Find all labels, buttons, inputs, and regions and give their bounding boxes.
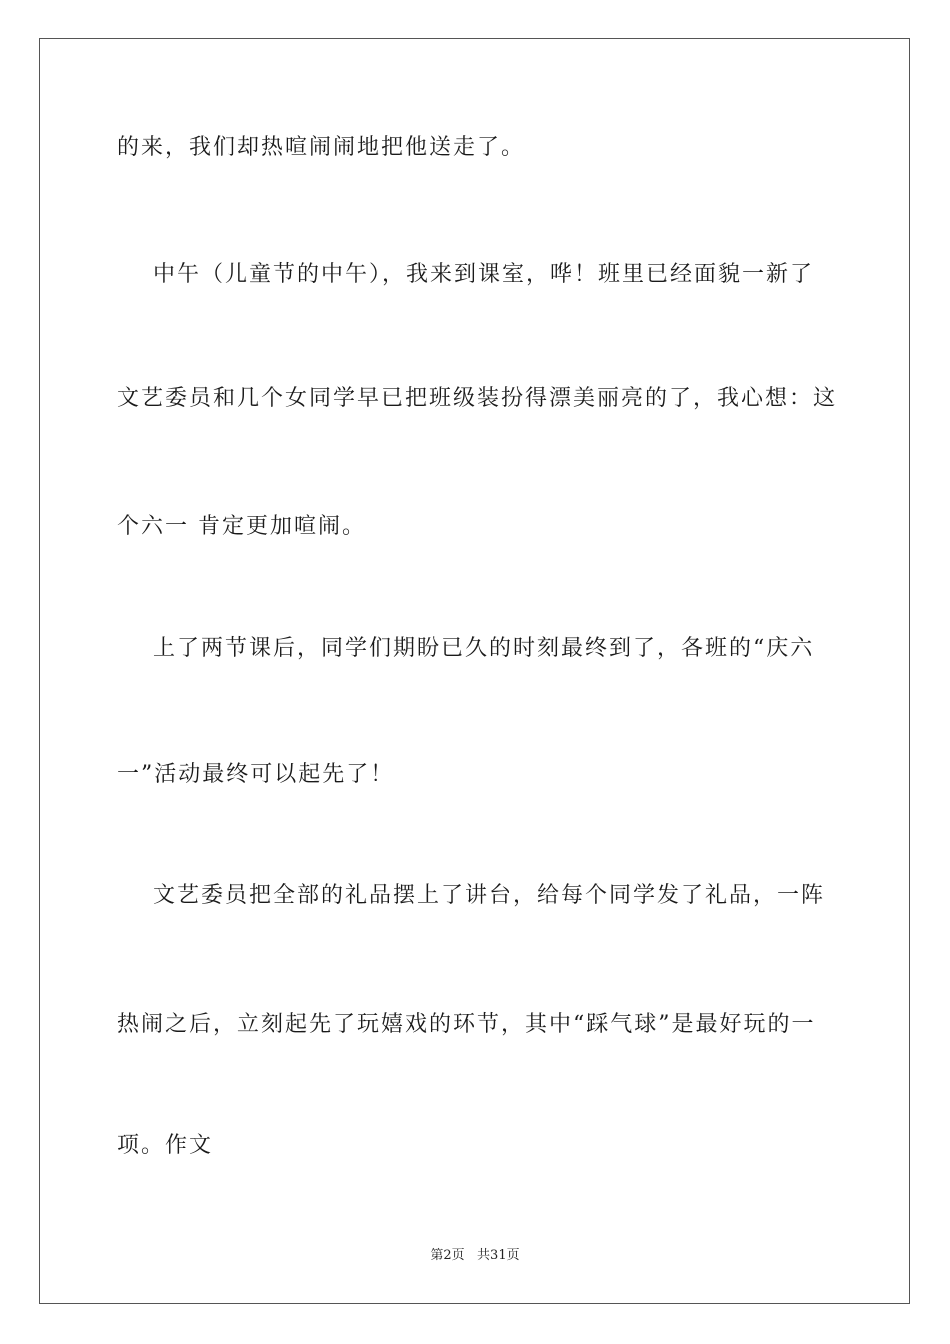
text-line-5: 上了两节课后，同学们期盼已久的时刻最终到了，各班的“庆六 xyxy=(117,636,815,661)
text-line-1: 的来，我们却热喧闹闹地把他送走了。 xyxy=(117,135,526,160)
text-line-3: 文艺委员和几个女同学早已把班级装扮得漂美丽亮的了，我心想：这 xyxy=(117,386,838,411)
text-line-7: 文艺委员把全部的礼品摆上了讲台，给每个同学发了礼品，一阵 xyxy=(117,883,825,908)
text-line-2: 中午（儿童节的中午），我来到课室，哗！班里已经面貌一新了 xyxy=(117,262,814,287)
page-border xyxy=(39,38,910,1304)
text-line-6: 一”活动最终可以起先了！ xyxy=(117,762,395,787)
page-number-footer: 第2页 共31页 xyxy=(430,1248,520,1263)
text-line-4: 个六一 肯定更加喧闹。 xyxy=(117,514,366,539)
text-line-8: 热闹之后，立刻起先了玩嬉戏的环节，其中“踩气球”是最好玩的一 xyxy=(117,1012,816,1037)
text-line-9: 项。作文 xyxy=(117,1133,214,1158)
